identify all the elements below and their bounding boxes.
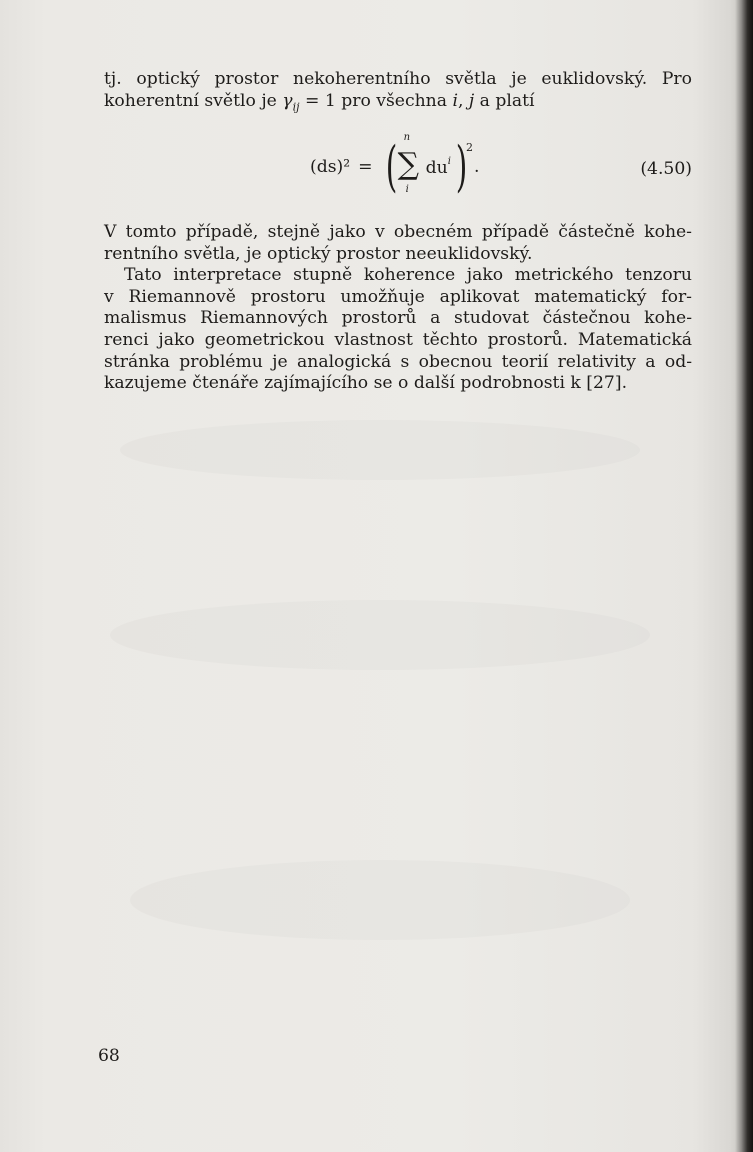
text-fragment: a platí	[474, 90, 535, 111]
text-line: V tomto případě, stejně jako v obecném případě částečně kohe-	[104, 222, 692, 242]
page-number: 68	[98, 1046, 120, 1066]
sum-upper-limit: n	[403, 132, 411, 143]
text-line: kazujeme čtenáře zajímajícího se o další podrobnosti k [27].	[104, 373, 628, 394]
equation-body	[310, 132, 479, 202]
text-line	[104, 91, 692, 118]
text-line: Tato interpretace stupně koherence jako metrického tenzoru	[124, 265, 692, 286]
text-line: stránka problému je analogická s obecnou teorií relativity a od-	[104, 351, 692, 372]
differential-superscript: i	[447, 156, 451, 167]
equation-period: .	[473, 157, 480, 177]
equals-sign: =	[358, 157, 373, 177]
exponent: 2	[465, 140, 473, 154]
text-fragment: ,	[457, 90, 469, 111]
text-line: rentního světla, je optický prostor neeuklidovský.	[104, 243, 533, 264]
text-line: tj. optický prostor nekoherentního světla je euklidovský. Pro	[104, 69, 692, 89]
summation	[398, 132, 422, 202]
gamma-subscript: ij	[292, 100, 300, 114]
bleed-through-smudge	[110, 600, 650, 670]
paragraph-body	[104, 222, 692, 395]
left-paren-icon: (	[385, 135, 397, 198]
text-line: malismus Riemannových prostorů a studovat částečnou kohe-	[104, 308, 692, 329]
index-i: i	[452, 90, 458, 111]
bleed-through-smudge	[130, 860, 630, 940]
paragraph-intro	[104, 69, 692, 118]
right-paren-icon: )	[455, 135, 468, 198]
text-fragment: = 1 pro všechna	[299, 90, 453, 111]
differential-term	[426, 156, 451, 178]
gamma-symbol: γ	[282, 90, 293, 111]
sigma-icon: ∑	[397, 147, 420, 182]
index-j: j	[468, 90, 475, 111]
bleed-through-smudge	[120, 420, 640, 480]
equation-number: (4.50)	[640, 159, 692, 179]
text-fragment: koherentní světlo je	[104, 90, 283, 111]
text-line: renci jako geometrickou vlastnost těchto prostorů. Matematická	[104, 329, 692, 350]
binding-shadow	[735, 0, 753, 1152]
equation-4-50	[104, 124, 692, 210]
differential-symbol: du	[425, 158, 448, 178]
text-line: v Riemannově prostoru umožňuje aplikovat matematický for-	[104, 286, 692, 307]
equation-lhs: (ds)²	[310, 157, 351, 177]
sum-lower-limit: i	[405, 184, 409, 195]
